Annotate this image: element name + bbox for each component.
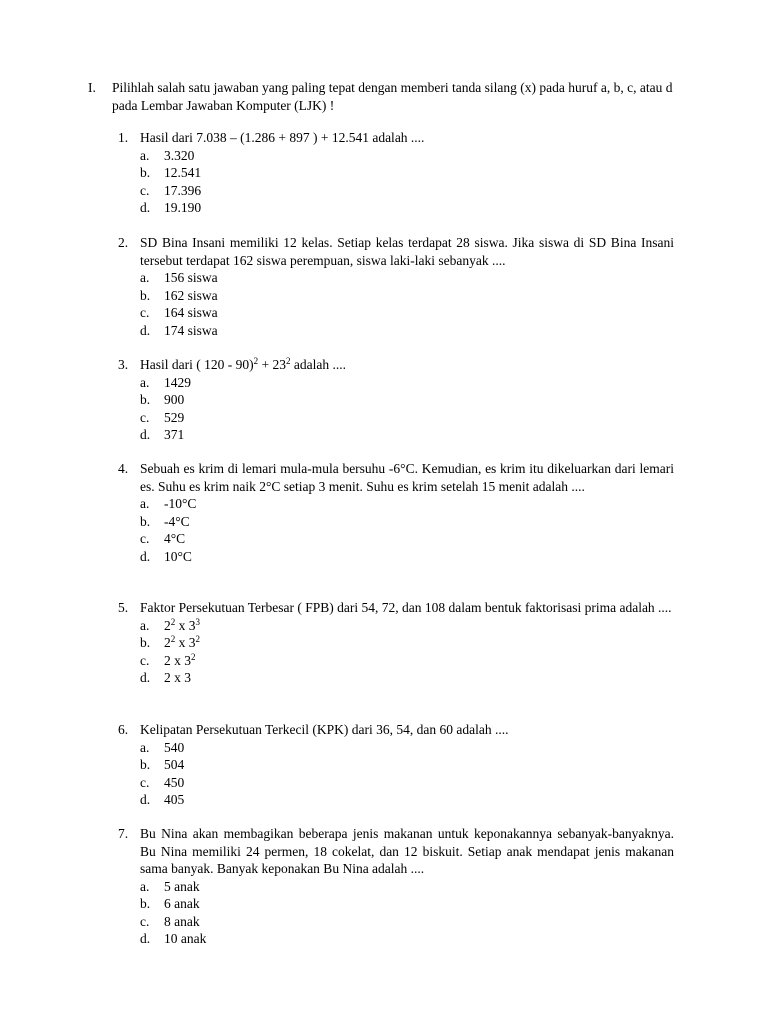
question-5 <box>118 599 674 687</box>
option-label: d. <box>140 670 151 685</box>
superscript: 2 <box>285 356 291 366</box>
section-number: I. <box>88 80 96 95</box>
option-c <box>140 774 674 792</box>
question-2 <box>118 234 674 339</box>
option-b <box>140 391 674 409</box>
option-label: a. <box>140 617 150 633</box>
option-label: a. <box>140 739 150 755</box>
option-label: b. <box>140 513 151 529</box>
option-text: 8 anak <box>164 913 200 929</box>
question-text: Sebuah es krim di lemari mula-mula bersuhu -6°C. Kemudian, es krim itu dikeluarkan dari lemari es. Suhu es krim naik 2°C setiap 3 menit. Suhu es krim setelah 15 menit adalah .... <box>140 461 674 494</box>
option-d <box>140 199 674 217</box>
option-label: d. <box>140 322 151 338</box>
option-d <box>140 548 674 566</box>
option-label: d. <box>140 200 151 215</box>
options-list <box>140 374 674 444</box>
option-b <box>140 895 674 913</box>
option-d <box>140 322 674 340</box>
option-label: c. <box>140 305 150 320</box>
text-part: + 23 <box>258 357 286 372</box>
question-1 <box>118 129 674 217</box>
option-label: d. <box>140 427 151 442</box>
question-text: Bu Nina akan membagikan beberapa jenis makanan untuk keponakannya sebanyak-banyaknya. Bu Nina memiliki 24 permen, 18 cokelat, dan 12 biskuit. Setiap anak mendapat jenis makanan sama banyak. Banyak keponakan Bu Nina adalah .... <box>140 826 674 876</box>
option-c <box>140 182 674 200</box>
option-text: 3.320 <box>164 147 195 163</box>
superscript: 2 <box>253 356 259 366</box>
option-a <box>140 374 674 392</box>
option-a <box>140 495 674 513</box>
option-label: d. <box>140 548 151 564</box>
option-text: 450 <box>164 774 185 790</box>
question-number: 7. <box>118 826 129 841</box>
option-text: 371 <box>164 427 185 442</box>
option-label: c. <box>140 913 150 929</box>
options-list <box>140 147 674 217</box>
option-a <box>140 739 674 757</box>
option-text: 2 x 3 <box>164 670 191 685</box>
options-list <box>140 269 674 339</box>
option-text: 156 siswa <box>164 270 218 285</box>
option-text: 164 siswa <box>164 305 218 320</box>
question-6 <box>118 721 674 809</box>
option-label: d. <box>140 792 151 807</box>
text-part: 2 <box>164 635 171 650</box>
superscript: 2 <box>170 616 176 627</box>
option-label: a. <box>140 270 150 285</box>
option-text: 162 siswa <box>164 287 218 303</box>
question-number: 3. <box>118 357 129 372</box>
question-text: Hasil dari 7.038 – (1.286 + 897 ) + 12.541 adalah .... <box>140 130 425 145</box>
option-label: b. <box>140 757 151 772</box>
option-b <box>140 287 674 305</box>
option-text: 17.396 <box>164 182 202 198</box>
option-a <box>140 617 674 635</box>
question-number: 2. <box>118 235 129 250</box>
option-label: a. <box>140 374 150 390</box>
option-a <box>140 878 674 896</box>
option-d <box>140 791 674 809</box>
option-d <box>140 930 674 948</box>
option-text: 12.541 <box>164 165 202 180</box>
superscript: 2 <box>191 651 196 662</box>
text-part: x 3 <box>175 617 196 633</box>
question-text <box>140 356 674 374</box>
text-part: adalah .... <box>290 357 346 372</box>
option-b <box>140 513 674 531</box>
option-text: 6 anak <box>164 896 200 911</box>
question-text: SD Bina Insani memiliki 12 kelas. Setiap kelas terdapat 28 siswa. Jika siswa di SD Bina Insani tersebut terdapat 162 siswa perempuan, siswa laki-laki sebanyak .... <box>140 235 674 268</box>
option-text <box>164 652 196 670</box>
question-number: 1. <box>118 130 129 145</box>
question-4 <box>118 460 674 565</box>
text-part: Hasil dari ( 120 - 90) <box>140 357 254 372</box>
question-number: 5. <box>118 600 129 615</box>
superscript: 3 <box>195 616 200 627</box>
option-label: c. <box>140 409 150 425</box>
option-d <box>140 669 674 687</box>
option-c <box>140 652 674 670</box>
option-d <box>140 426 674 444</box>
option-label: a. <box>140 878 150 894</box>
option-text: 10 anak <box>164 931 207 946</box>
text-part: x 3 <box>175 635 196 650</box>
option-text: 405 <box>164 792 185 807</box>
option-text: 900 <box>164 392 185 407</box>
option-label: b. <box>140 287 151 303</box>
option-b <box>140 164 674 182</box>
option-c <box>140 304 674 322</box>
option-text: 504 <box>164 757 185 772</box>
options-list <box>140 878 674 948</box>
instruction-text: Pilihlah salah satu jawaban yang paling tepat dengan memberi tanda silang (x) pada huruf a, b, c, atau d pada Lembar Jawaban Komputer (LJK) ! <box>112 80 673 113</box>
superscript: 2 <box>170 634 176 644</box>
option-text: 10°C <box>164 548 192 564</box>
option-label: d. <box>140 931 151 946</box>
question-text: Faktor Persekutuan Terbesar ( FPB) dari 54, 72, dan 108 dalam bentuk faktorisasi prima adalah .... <box>140 600 672 615</box>
option-label: c. <box>140 531 150 546</box>
question-number: 4. <box>118 461 129 476</box>
option-text: 4°C <box>164 531 186 546</box>
option-c <box>140 913 674 931</box>
option-text: 529 <box>164 409 185 425</box>
question-text: Kelipatan Persekutuan Terkecil (KPK) dari 36, 54, dan 60 adalah .... <box>140 722 509 737</box>
option-label: b. <box>140 896 151 911</box>
option-label: c. <box>140 652 150 668</box>
question-number: 6. <box>118 722 129 737</box>
option-a <box>140 269 674 287</box>
option-text: 540 <box>164 739 185 755</box>
option-label: a. <box>140 496 150 511</box>
options-list <box>140 739 674 809</box>
option-text: 5 anak <box>164 878 200 894</box>
option-text <box>164 634 200 652</box>
text-part: 2 <box>164 617 171 633</box>
option-label: a. <box>140 147 150 163</box>
option-text: 19.190 <box>164 200 202 215</box>
option-a <box>140 147 674 165</box>
option-c <box>140 409 674 427</box>
option-c <box>140 530 674 548</box>
option-label: c. <box>140 182 150 198</box>
options-list <box>140 495 674 565</box>
option-text: -4°C <box>164 513 190 529</box>
question-3 <box>118 356 674 444</box>
option-b <box>140 634 674 652</box>
superscript: 2 <box>195 634 200 644</box>
options-list <box>140 617 674 687</box>
option-text: 174 siswa <box>164 322 218 338</box>
option-text: -10°C <box>164 496 197 511</box>
option-label: c. <box>140 774 150 790</box>
question-7 <box>118 825 674 948</box>
option-label: b. <box>140 392 151 407</box>
option-label: b. <box>140 165 151 180</box>
option-text <box>164 617 200 635</box>
option-b <box>140 756 674 774</box>
text-part: 2 x 3 <box>164 652 191 668</box>
option-text: 1429 <box>164 374 191 390</box>
option-label: b. <box>140 635 151 650</box>
